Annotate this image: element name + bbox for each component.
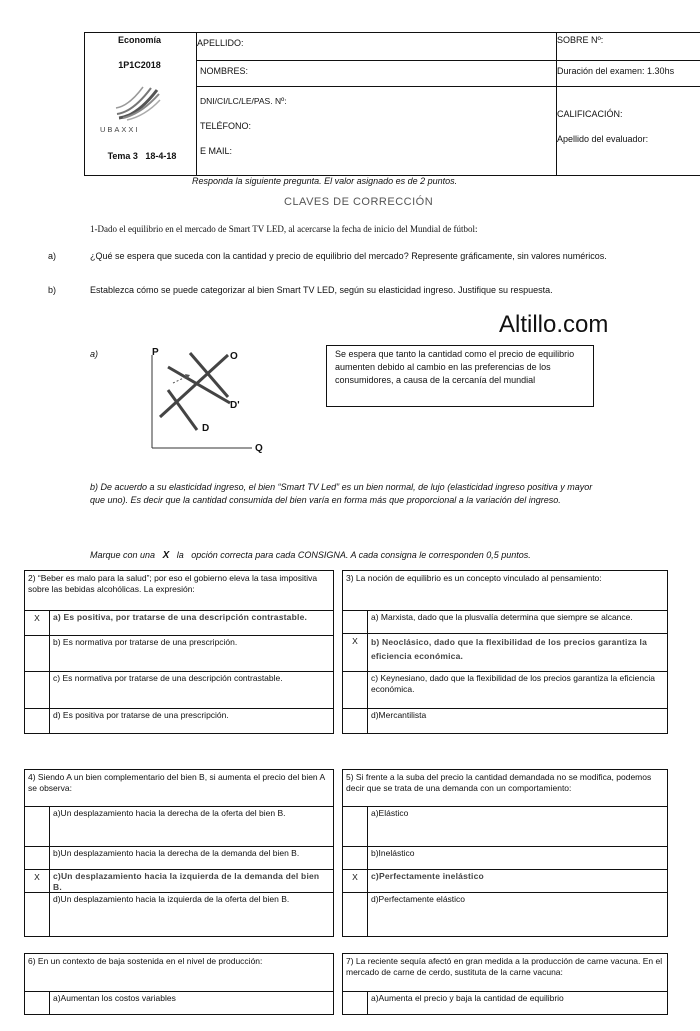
q3-option-text: d)Mercantilista <box>371 710 427 720</box>
telefono-field[interactable]: TELÉFONO: <box>200 121 252 131</box>
q2-option[interactable] <box>25 635 333 672</box>
axis-q: Q <box>255 443 263 454</box>
q5-mark <box>343 893 368 936</box>
tema: Tema 3 18-4-18 <box>107 151 177 161</box>
q2-mark <box>25 636 50 672</box>
q5-option[interactable] <box>343 892 667 936</box>
q3-mark: X <box>343 634 368 672</box>
q3-head: 3) La noción de equilibrio es un concepto vinculado al pensamiento: <box>346 573 602 583</box>
answer-b: b) De acuerdo a su elasticidad ingreso, el bien “Smart TV Led” es un bien normal, de lujo (elasticidad ingreso positiva y mayor que uno). Es decir que la cantidad consumida del bien varía en forma más que proporcional a la variación del ingreso. <box>90 482 593 505</box>
curve-dprime: D' <box>230 400 240 411</box>
dni-field[interactable]: DNI/CI/LC/LE/PAS. Nº: <box>200 96 287 106</box>
question-2 <box>24 570 334 734</box>
q7-mark <box>343 992 368 1014</box>
q5-option-text: c)Perfectamente inelástico <box>371 871 484 881</box>
q2-option-text: b) Es normativa por tratarse de una prescripción. <box>53 637 238 647</box>
q6-mark <box>25 992 50 1014</box>
q5-option[interactable] <box>343 806 667 847</box>
q2-mark: X <box>25 611 50 636</box>
q5-option[interactable] <box>343 846 667 870</box>
instruction: Responda la siguiente pregunta. El valor asignado es de 2 puntos. <box>192 176 458 186</box>
q6-head: 6) En un contexto de baja sostenida en el nivel de producción: <box>28 956 263 966</box>
q2-option-text: a) Es positiva, por tratarse de una descripción contrastable. <box>53 612 308 622</box>
q7-option-text: a)Aumenta el precio y baja la cantidad de equilibrio <box>371 993 564 1003</box>
consigna-x: X <box>162 550 170 561</box>
uba-logo-icon <box>115 86 161 122</box>
consigna-after: la opción correcta para cada CONSIGNA. A cada consigna le corresponden 0,5 puntos. <box>176 550 531 560</box>
q3-mark <box>343 709 368 733</box>
q3-option-text: b) Neoclásico, dado que la flexibilidad de los precios garantiza la eficiencia económica. <box>371 637 648 661</box>
q2-option[interactable] <box>25 671 333 709</box>
graph-label: a) <box>90 349 99 359</box>
q5-option[interactable] <box>343 869 667 893</box>
q2-option-text: d) Es positiva por tratarse de una prescripción. <box>53 710 229 720</box>
q4-option-text: a)Un desplazamiento hacia la derecha de la oferta del bien B. <box>53 808 286 818</box>
q1-a-text: ¿Qué se espera que suceda con la cantidad y precio de equilibrio del mercado? Represente gráficamente, sin valores numéricos. <box>90 251 607 261</box>
q1-b-text: Establezca cómo se puede categorizar al bien Smart TV LED, según su elasticidad ingreso. Justifique su respuesta. <box>90 285 553 295</box>
course-code: 1P1C2018 <box>118 60 161 70</box>
q7-option[interactable] <box>343 991 667 1014</box>
q4-mark <box>25 807 50 847</box>
question-4 <box>24 769 334 937</box>
q4-option[interactable] <box>25 846 333 870</box>
q3-option[interactable] <box>343 671 667 709</box>
q4-head: 4) Siendo A un bien complementario del bien B, si aumenta el precio del bien A se observa: <box>28 772 325 793</box>
claves-title: CLAVES DE CORRECCIÓN <box>284 196 434 208</box>
q3-option-text: c) Keynesiano, dado que la flexibilidad de los precios garantiza la eficiencia económica. <box>371 673 655 694</box>
q4-mark: X <box>25 870 50 893</box>
q3-option[interactable] <box>343 708 667 733</box>
q6-option[interactable] <box>25 991 333 1014</box>
apellido-field[interactable]: APELLIDO: <box>197 38 244 48</box>
q4-mark <box>25 847 50 870</box>
q2-option[interactable] <box>25 610 333 636</box>
q7-head: 7) La reciente sequía afectó en gran medida a la producción de carne vacuna. En el mercado de carne de cerdo, sustituta de la carne vacuna: <box>346 956 663 977</box>
q2-head: 2) “Beber es malo para la salud”; por eso el gobierno eleva la tasa impositiva sobre las bebidas alcohólicas. La expresión: <box>28 573 318 594</box>
question-3 <box>342 570 668 734</box>
email-field[interactable]: E MAIL: <box>200 146 233 156</box>
question-1: 1-Dado el equilibrio en el mercado de Smart TV LED, al acercarse la fecha de inicio del Mundial de fútbol: <box>90 224 478 234</box>
curve-o: O <box>230 351 238 362</box>
q5-mark: X <box>343 870 368 893</box>
answer-a-box <box>326 345 594 407</box>
q2-option-text: c) Es normativa por tratarse de una descripción contrastable. <box>53 673 283 683</box>
subject: Economía <box>117 35 161 45</box>
q2-mark <box>25 672 50 709</box>
consigna <box>90 550 531 561</box>
q2-mark <box>25 709 50 733</box>
evaluador-field[interactable]: Apellido del evaluador: <box>557 134 649 144</box>
logo-text: UBAXXI <box>100 125 140 134</box>
q4-option-text: c)Un desplazamiento hacia la izquierda de la demanda del bien B. <box>53 871 320 892</box>
q4-option[interactable] <box>25 806 333 847</box>
consigna-before: Marque con una <box>90 550 156 560</box>
watermark: Altillo.com <box>499 311 609 338</box>
q5-mark <box>343 807 368 847</box>
q1-b-label: b) <box>48 285 57 295</box>
q4-option[interactable] <box>25 892 333 936</box>
supply-demand-graph <box>140 345 270 460</box>
question-7 <box>342 953 668 1015</box>
q6-option-text: a)Aumentan los costos variables <box>53 993 176 1003</box>
curve-d: D <box>202 423 210 434</box>
nombres-field[interactable]: NOMBRES: <box>200 66 249 76</box>
q4-option-text: b)Un desplazamiento hacia la derecha de la demanda del bien B. <box>53 848 300 858</box>
q4-option-text: d)Un desplazamiento hacia la izquierda de la oferta del bien B. <box>53 894 290 904</box>
question-5 <box>342 769 668 937</box>
q5-option-text: a)Elástico <box>371 808 409 818</box>
sobre-field[interactable]: SOBRE Nº: <box>557 35 604 45</box>
q1-a-label: a) <box>48 251 57 261</box>
q5-head: 5) Si frente a la suba del precio la cantidad demandada no se modifica, podemos decir que se trata de una demanda con un comportamiento: <box>346 772 652 793</box>
q5-option-text: d)Perfectamente elástico <box>371 894 466 904</box>
q3-mark <box>343 611 368 634</box>
calificacion-field[interactable]: CALIFICACIÓN: <box>557 109 623 119</box>
question-6 <box>24 953 334 1015</box>
q5-mark <box>343 847 368 870</box>
q3-option[interactable] <box>343 633 667 672</box>
q5-option-text: b)Inelástico <box>371 848 415 858</box>
duracion: Duración del examen: 1.30hs <box>557 66 675 76</box>
q3-option[interactable] <box>343 610 667 634</box>
q2-option[interactable] <box>25 708 333 733</box>
q4-mark <box>25 893 50 936</box>
q3-option-text: a) Marxista, dado que la plusvalía determina que siempre se alcance. <box>371 612 633 622</box>
q3-mark <box>343 672 368 709</box>
axis-p: P <box>152 347 159 358</box>
q4-option[interactable] <box>25 869 333 893</box>
answer-a-text: Se espera que tanto la cantidad como el precio de equilibrio aumenten debido al cambio en las preferencias de los consumidores, a causa de la cercanía del mundial <box>335 349 575 385</box>
